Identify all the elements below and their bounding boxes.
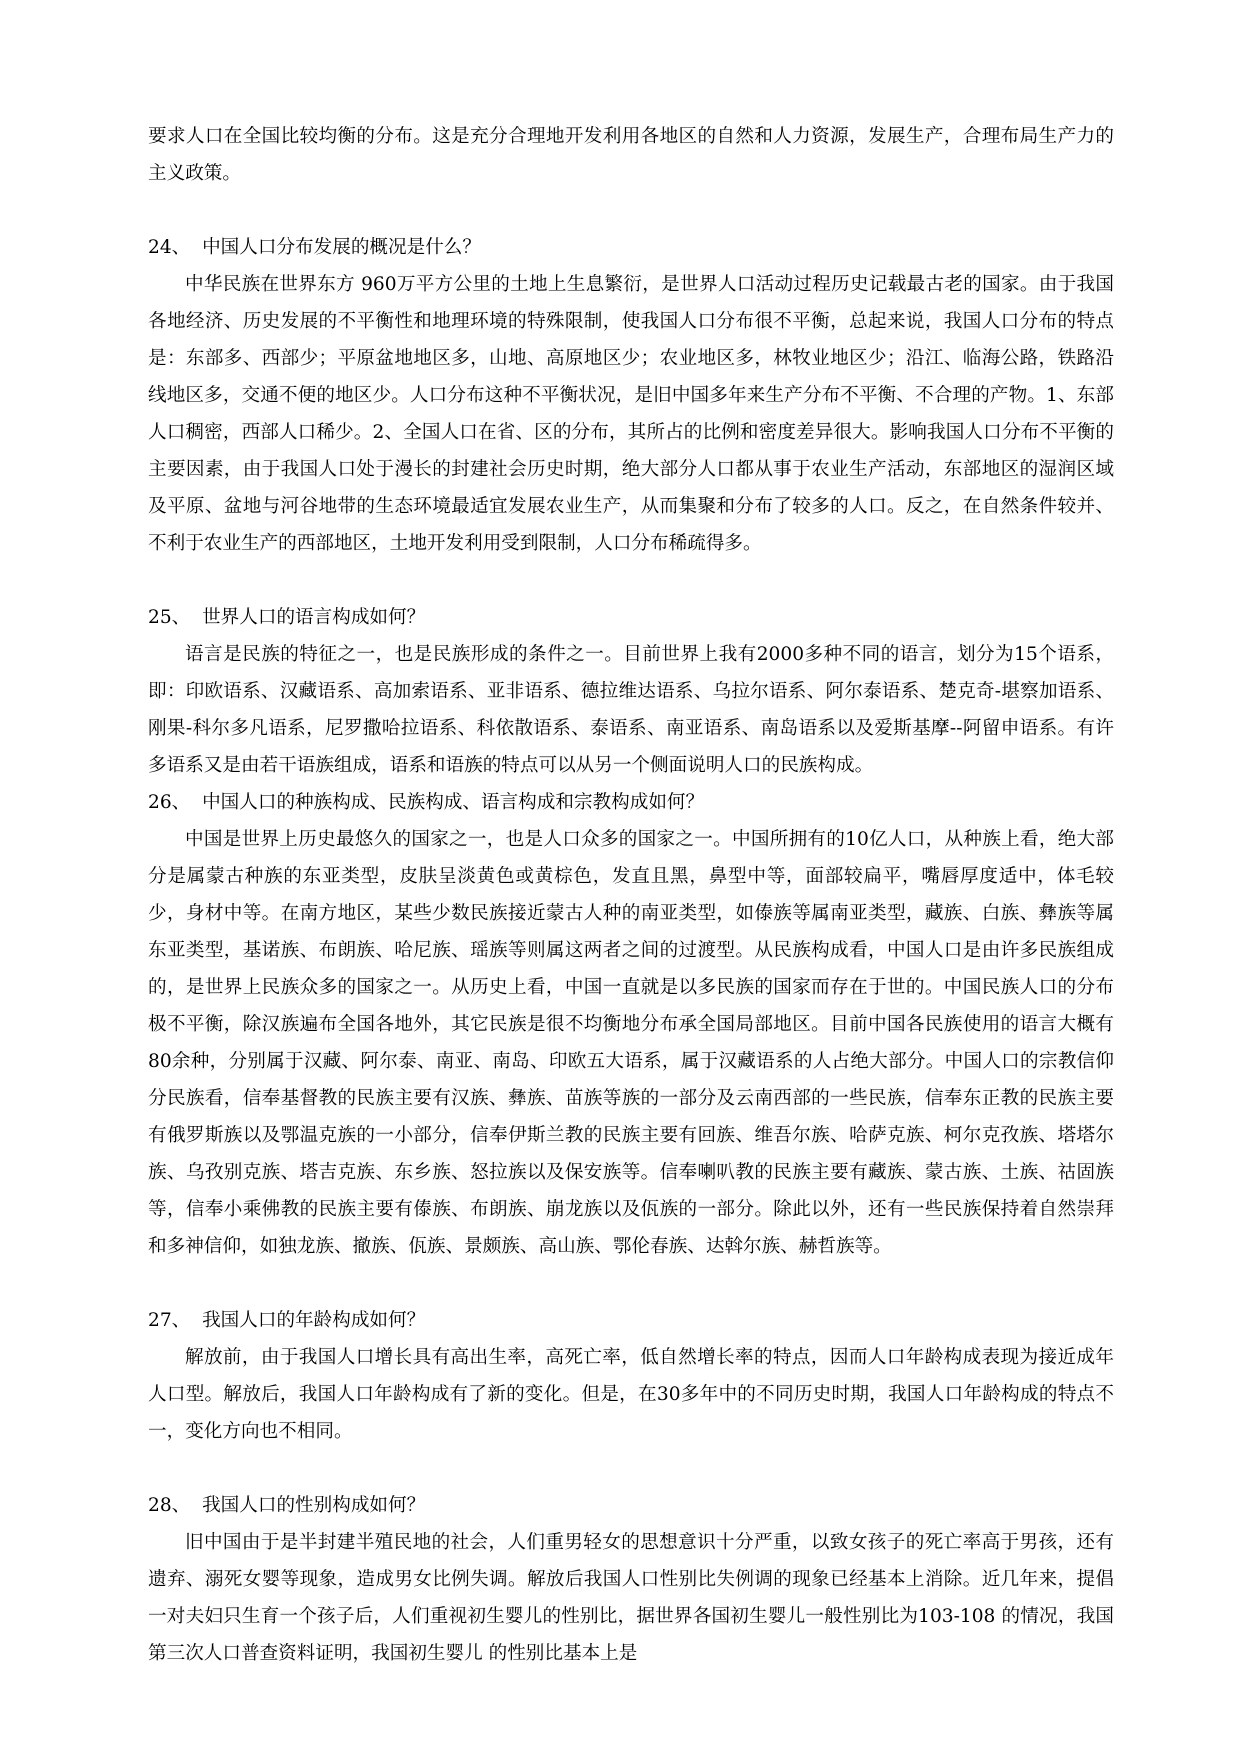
question-28-heading: 28、 我国人口的性别构成如何？ <box>148 1495 426 1516</box>
answer-26-paragraph: 中国是世界上历史最悠久的国家之一，也是人口众多的国家之一。中国所拥有的10亿人口，从种族上看，绝大部分是属蒙古种族的东亚类型，皮肤呈淡黄色或黄棕色，发直且黑，鼻型中等，面部较扁平，嘴唇厚度适中，体毛较少，身材中等。在南方地区，某些少数民族接近蒙古人种的南亚类型，如傣族等属南亚类型，藏族、白族、彝族等属东亚类型，基诺族、布朗族、哈尼族、瑶族等则属这两者之间的过渡型。从民族构成看，中国人口是由许多民族组成的，是世界上民族众多的国家之一。从历史上看，中国一直就是以多民族的国家而存在于世的。中国民族人口的分布极不平衡，除汉族遍布全国各地外，其它民族是很不均衡地分布承全国局部地区。目前中国各民族使用的语言大概有80余种，分别属于汉藏、阿尔泰、南亚、南岛、印欧五大语系，属于汉藏语系的人占绝大部分。中国人口的宗教信仰分民族看，信奉基督教的民族主要有汉族、彝族、苗族等族的一部分及云南西部的一些民族，信奉东正教的民族主要有俄罗斯族以及鄂温克族的一小部分，信奉伊斯兰教的民族主要有回族、维吾尔族、哈萨克族、柯尔克孜族、塔塔尔族、乌孜别克族、塔吉克族、东乡族、怒拉族以及保安族等。信奉喇叭教的民族主要有藏族、蒙古族、土族、祜固族等，信奉小乘佛教的民族主要有傣族、布朗族、崩龙族以及佤族的一部分。除此以外，还有一些民族保持着自然崇拜和多神信仰，如独龙族、撤族、佤族、景颇族、高山族、鄂伦春族、达斡尔族、赫哲族等。 <box>148 829 1114 1257</box>
answer-24-paragraph: 中华民族在世界东方 960万平方公里的土地上生息繁衍，是世界人口活动过程历史记载最古老的国家。由于我国各地经济、历史发展的不平衡性和地理环境的特殊限制，使我国人口分布很不平衡，总起来说，我国人口分布的特点是：东部多、西部少；平原盆地地区多，山地、高原地区少；农业地区多，林牧业地区少；沿江、临海公路，铁路沿线地区多，交通不便的地区少。人口分布这种不平衡状况，是旧中国多年来生产分布不平衡、不合理的产物。1、东部人口稠密，西部人口稀少。2、全国人口在省、区的分布，其所占的比例和密度差异很大。影响我国人口分布不平衡的主要因素，由于我国人口处于漫长的封建社会历史时期，绝大部分人口都从事于农业生产活动，东部地区的湿润区域及平原、盆地与河谷地带的生态环境最适宜发展农业生产，从而集聚和分布了较多的人口。反之，在自然条件较并、不利于农业生产的西部地区，土地开发利用受到限制，人口分布稀疏得多。 <box>148 274 1114 554</box>
section-spacer <box>148 562 1114 599</box>
question-25-heading: 25、 世界人口的语言构成如何？ <box>148 607 426 628</box>
answer-28-paragraph: 旧中国由于是半封建半殖民地的社会，人们重男轻女的思想意识十分严重，以致女孩子的死亡率高于男孩，还有遗弃、溺死女婴等现象，造成男女比例失调。解放后我国人口性别比失例调的现象已经基本上消除。近几年来，提倡一对夫妇只生育一个孩子后，人们重视初生婴儿的性别比，据世界各国初生婴儿一般性别比为103-108 的情况，我国第三次人口普查资料证明，我国初生婴儿 的性别比基本上是 <box>148 1532 1114 1664</box>
answer-25-paragraph: 语言是民族的特征之一，也是民族形成的条件之一。目前世界上我有2000多种不同的语言，划分为15个语系，即：印欧语系、汉藏语系、高加索语系、亚非语系、德拉维达语系、乌拉尔语系、阿尔泰语系、楚克奇-堪察加语系、刚果-科尔多凡语系，尼罗撒哈拉语系、科依散语系、泰语系、南亚语系、南岛语系以及爱斯基摩--阿留申语系。有许多语系又是由若干语族组成，语系和语族的特点可以从另一个侧面说明人口的民族构成。 <box>148 644 1114 776</box>
answer-27-paragraph: 解放前，由于我国人口增长具有高出生率，高死亡率，低自然增长率的特点，因而人口年龄构成表现为接近成年人口型。解放后，我国人口年龄构成有了新的变化。但是，在30多年中的不同历史时期，我国人口年龄构成的特点不一，变化方向也不相同。 <box>148 1347 1114 1442</box>
question-27-heading: 27、 我国人口的年龄构成如何？ <box>148 1310 426 1331</box>
section-spacer <box>148 1450 1114 1487</box>
section-spacer <box>148 1265 1114 1302</box>
section-spacer <box>148 192 1114 229</box>
question-26-heading: 26、 中国人口的种族构成、民族构成、语言构成和宗教构成如何？ <box>148 792 705 813</box>
document-page <box>148 118 1114 1672</box>
question-24-heading: 24、 中国人口分布发展的概况是什么？ <box>148 237 481 258</box>
intro-paragraph: 要求人口在全国比较均衡的分布。这是充分合理地开发利用各地区的自然和人力资源，发展生产，合理布局生产力的主义政策。 <box>148 126 1114 184</box>
